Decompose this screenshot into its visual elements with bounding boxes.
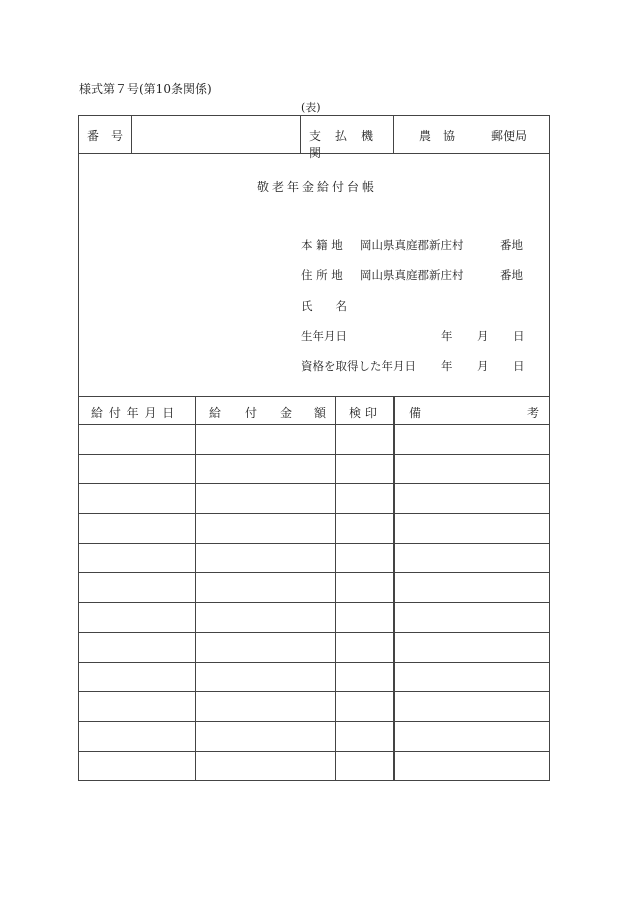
month-label: 月 (477, 329, 489, 343)
number-field[interactable] (132, 116, 300, 153)
column-divider (195, 396, 196, 780)
year-label: 年 (441, 329, 453, 343)
day-label: 日 (513, 359, 525, 373)
domicile-label: 本 籍 地 (301, 238, 343, 252)
ledger-row[interactable] (79, 692, 549, 722)
address-label: 住 所 地 (301, 268, 343, 282)
address-suffix: 番地 (500, 268, 523, 282)
col-amount-char-4: 額 (314, 406, 327, 420)
form-number-label: 様式第７号(第10条関係) (79, 82, 212, 96)
ledger-row[interactable] (79, 514, 549, 544)
ledger-form (78, 115, 550, 781)
birth-label: 生年月日 (301, 329, 347, 343)
ledger-header-row (79, 396, 549, 425)
ledger-row[interactable] (79, 425, 549, 455)
ledger-row[interactable] (79, 484, 549, 514)
ledger-row[interactable] (79, 455, 549, 485)
col-amount-char-1: 給 (209, 406, 222, 420)
ledger-row[interactable] (79, 663, 549, 693)
col-seal-header: 検 印 (349, 406, 377, 420)
ledger-body (79, 425, 549, 781)
column-divider (335, 396, 336, 780)
year-label: 年 (441, 359, 453, 373)
col-amount-char-2: 付 (245, 406, 258, 420)
front-side-label: (表) (301, 101, 321, 114)
month-label: 月 (477, 359, 489, 373)
domicile-suffix: 番地 (500, 238, 523, 252)
ledger-row[interactable] (79, 574, 549, 604)
divider (393, 116, 394, 153)
address-value: 岡山県真庭郡新庄村 (360, 268, 464, 282)
domicile-value: 岡山県真庭郡新庄村 (360, 238, 464, 252)
option-post-office[interactable]: 郵便局 (491, 129, 528, 143)
col-remarks-char-2: 考 (527, 406, 540, 420)
ledger-row[interactable] (79, 633, 549, 663)
ledger-row[interactable] (79, 544, 549, 574)
header-row (79, 116, 549, 160)
document-title: 敬老年金給付台帳 (257, 180, 378, 194)
column-divider (393, 396, 395, 780)
payment-agency-label: 支 払 機 関 (309, 129, 388, 160)
ledger-row[interactable] (79, 603, 549, 633)
ledger-row[interactable] (79, 752, 549, 782)
ledger-row[interactable] (79, 722, 549, 752)
col-date-header: 給 付 年 月 日 (91, 406, 176, 420)
col-amount-char-3: 金 (280, 406, 293, 420)
name-label: 氏 名 (301, 299, 347, 313)
option-nokyo[interactable]: 農 協 (419, 129, 456, 143)
number-label: 番 号 (87, 129, 124, 143)
qualify-label: 資格を取得した年月日 (301, 359, 416, 373)
col-remarks-char-1: 備 (409, 406, 422, 420)
day-label: 日 (513, 329, 525, 343)
